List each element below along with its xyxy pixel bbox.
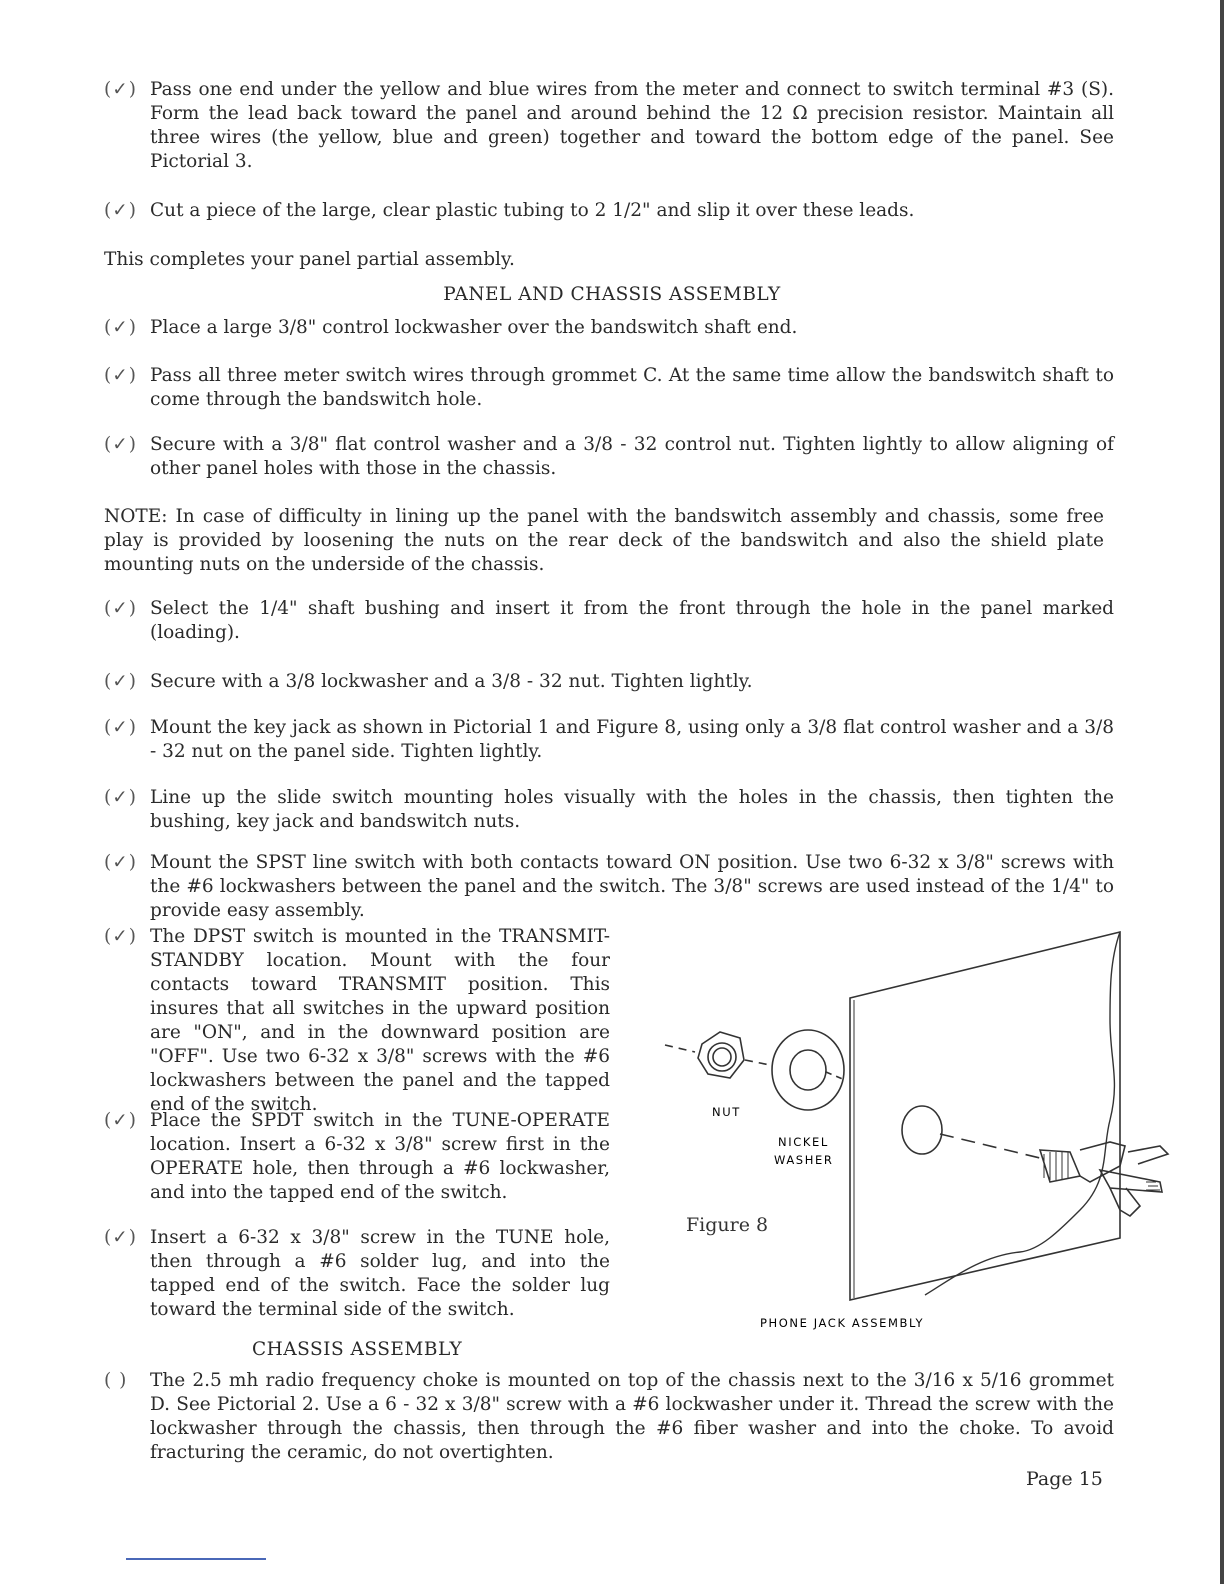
panel-hole: [902, 1106, 942, 1154]
washer-label-1: NICKEL: [778, 1135, 829, 1149]
step-rf-choke: [104, 1369, 1114, 1465]
page-edge-shadow: [1220, 0, 1224, 1584]
step-text: Cut a piece of the large, clear plastic tubing to 2 1/2" and slip it over these leads.: [150, 200, 915, 221]
checkmark: (✓): [104, 1110, 137, 1131]
section-heading-chassis: CHASSIS ASSEMBLY: [252, 1339, 463, 1360]
step-spdt-switch: [104, 1109, 619, 1205]
phone-jack-icon: [1040, 1142, 1168, 1216]
step-tune-hole: [104, 1226, 619, 1322]
checkmark: (✓): [104, 717, 137, 738]
panel-plate: [850, 932, 1120, 1300]
checkmark: (✓): [104, 434, 137, 455]
note-text: NOTE: In case of difficulty in lining up the panel with the bandswitch assembly and chassis, some free play is provided by loosening the nuts on the rear deck of the bandswitch and also the shield plate mounting nuts on the underside of the chassis.: [104, 506, 1104, 575]
section-heading-panel-chassis: PANEL AND CHASSIS ASSEMBLY: [443, 284, 781, 305]
step-text: Mount the SPST line switch with both contacts toward ON position. Use two 6-32 x 3/8" screws with the #6 lockwashers between the panel and the switch. The 3/8" screws are used instead of the 1/4" to provide easy assembly.: [150, 852, 1114, 921]
figure-caption: Figure 8: [686, 1214, 769, 1236]
step-secure-washer: [104, 433, 1114, 481]
step-text: Place the SPDT switch in the TUNE-OPERATE location. Insert a 6-32 x 3/8" screw first in the OPERATE hole, then through a #6 lockwasher, and into the tapped end of the switch.: [150, 1110, 610, 1203]
washer-label-2: WASHER: [774, 1153, 834, 1167]
step-text: Pass one end under the yellow and blue wires from the meter and connect to switch terminal #3 (S). Form the lead back toward the panel and around behind the 12 Ω precision resistor. Maintain all three wires (the yellow, blue and green) together and toward the bottom edge of the panel. See Pictorial 3.: [150, 79, 1114, 172]
bottom-rule: [126, 1558, 266, 1560]
step-text: Secure with a 3/8" flat control washer and a 3/8 - 32 control nut. Tighten lightly to allow aligning of other panel holes with those in the chassis.: [150, 434, 1114, 479]
step-text: The DPST switch is mounted in the TRANSMIT-STANDBY location. Mount with the four contacts toward TRANSMIT position. This insures that all switches in the upward position are "ON", and in the downward position are "OFF". Use two 6-32 x 3/8" screws with the #6 lockwashers between the panel and the tapped end of the switch.: [150, 926, 610, 1115]
step-key-jack: [104, 716, 1114, 764]
completion-text: This completes your panel partial assembly.: [104, 249, 515, 270]
checkmark: (✓): [104, 317, 137, 338]
page-number: Page 15: [1026, 1468, 1103, 1490]
checkmark: (✓): [104, 365, 137, 386]
step-pass-wires: [104, 364, 1114, 412]
checkmark: (✓): [104, 852, 137, 873]
step-text: Select the 1/4" shaft bushing and insert it from the front through the hole in the panel marked (loading).: [150, 598, 1114, 643]
step-lockwasher: [104, 316, 1114, 340]
step-text: Secure with a 3/8 lockwasher and a 3/8 - 32 nut. Tighten lightly.: [150, 671, 753, 692]
step-text: Place a large 3/8" control lockwasher over the bandswitch shaft end.: [150, 317, 798, 338]
figure-8-diagram: [640, 920, 1200, 1340]
step-line-up: [104, 786, 1114, 834]
checkmark: (✓): [104, 1227, 137, 1248]
nut-icon: [698, 1032, 744, 1078]
checkmark: (✓): [104, 671, 137, 692]
checkmark: (✓): [104, 926, 137, 947]
checkmark: (✓): [104, 598, 137, 619]
step-text: Mount the key jack as shown in Pictorial 1 and Figure 8, using only a 3/8 flat control washer and a 3/8 - 32 nut on the panel side. Tighten lightly.: [150, 717, 1114, 762]
step-secure-nut: [104, 670, 1114, 694]
step-cut-tubing: [104, 199, 1114, 223]
step-text: The 2.5 mh radio frequency choke is mounted on top of the chassis next to the 3/16 x 5/16 grommet D. See Pictorial 2. Use a 6 - 32 x 3/8" screw with a #6 lockwasher under it. Thread the screw with the lockwasher through the chassis, then through the #6 fiber washer and into the choke. To avoid fracturing the ceramic, do not overtighten.: [150, 1370, 1114, 1463]
step-text: Line up the slide switch mounting holes visually with the holes in the chassis, then tighten the bushing, key jack and bandswitch nuts.: [150, 787, 1114, 832]
step-pass-lead: [104, 78, 1114, 174]
checkmark: (✓): [104, 79, 137, 100]
step-text: Pass all three meter switch wires through grommet C. At the same time allow the bandswitch shaft to come through the bandswitch hole.: [150, 365, 1114, 410]
phone-jack-assembly-label: PHONE JACK ASSEMBLY: [760, 1316, 925, 1330]
step-text: Insert a 6-32 x 3/8" screw in the TUNE hole, then through a #6 solder lug, and into the tapped end of the switch. Face the solder lug toward the terminal side of the switch.: [150, 1227, 610, 1320]
step-shaft-bushing: [104, 597, 1114, 645]
step-dpst-switch: [104, 925, 619, 1117]
checkmark-empty: ( ): [104, 1370, 128, 1391]
step-spst-switch: [104, 851, 1114, 923]
nut-label: NUT: [712, 1105, 741, 1119]
nickel-washer-icon: [772, 1030, 844, 1110]
checkmark: (✓): [104, 787, 137, 808]
checkmark: (✓): [104, 200, 137, 221]
